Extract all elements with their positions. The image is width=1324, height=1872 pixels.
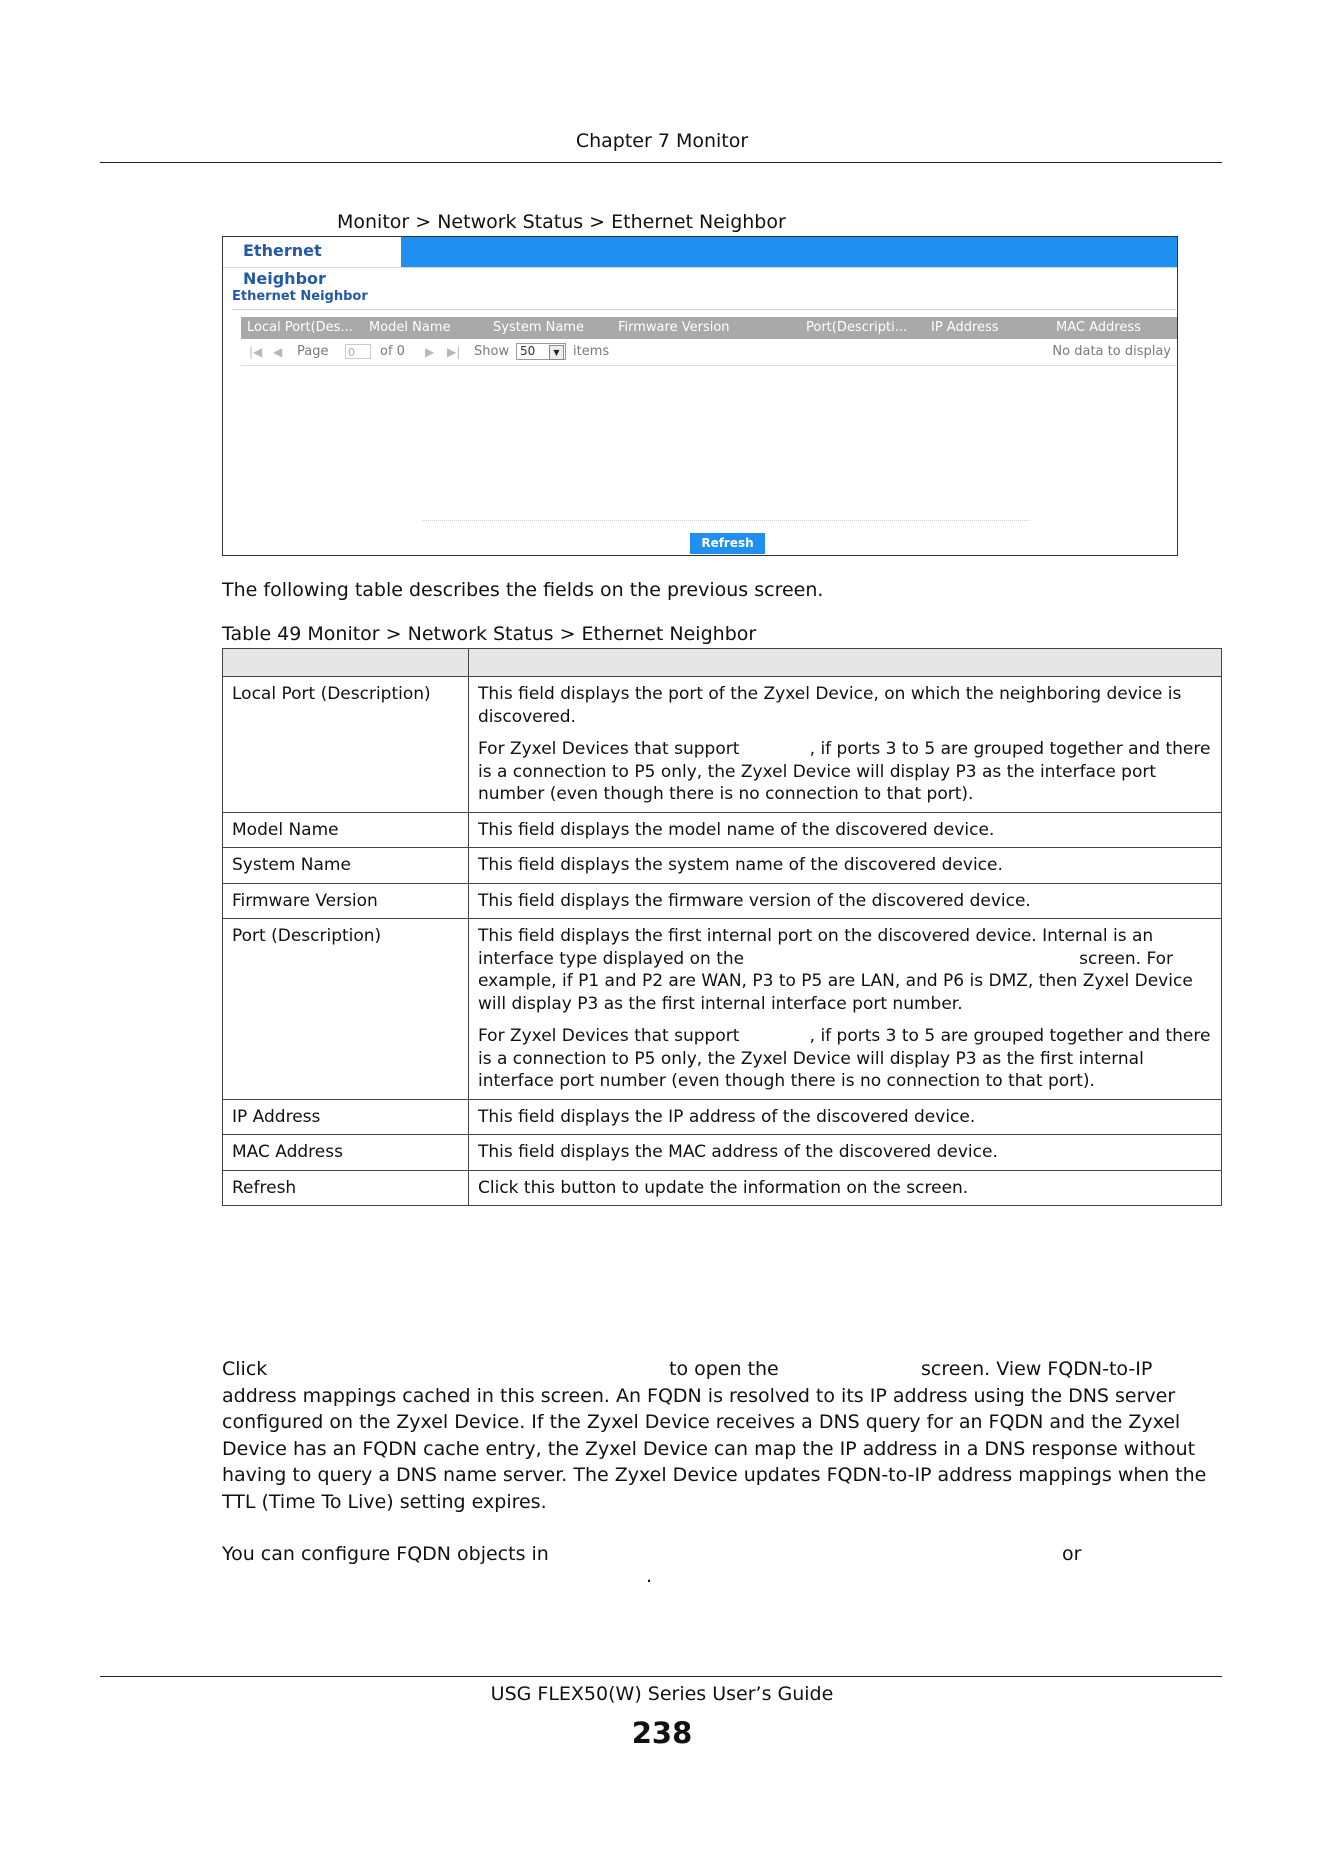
footer-rule <box>100 1676 1222 1677</box>
row-description-text: This field displays the port of the Zyxel Device, on which the neighboring device is discovered. <box>478 684 1182 727</box>
table-header-description <box>469 649 1222 677</box>
table-row <box>223 848 1222 884</box>
fqdn-config-text: You can configure FQDN objects in <box>222 1543 549 1565</box>
table-caption: Table 49 Monitor > Network Status > Ethernet Neighbor <box>222 623 757 645</box>
fqdn-text: address mappings cached in this screen. An FQDN is resolved to its IP address using the DNS server configured on the Zyxel Device. If the Zyxel Device receives a DNS query for an FQDN and the Zyxel Device has an FQDN cache entry, the Zyxel Device can map the IP address in a DNS response without having to query a DNS name server. The Zyxel Device updates FQDN-to-IP address mappings when the TTL (Time To Live) setting expires. <box>222 1384 1207 1513</box>
page-label: Page <box>297 344 329 359</box>
column-mac-address[interactable]: MAC Address <box>1056 320 1141 335</box>
fqdn-config-paragraph <box>222 1541 1222 1595</box>
fqdn-config-text: . <box>646 1565 653 1587</box>
column-port-description[interactable]: Port(Descripti... <box>806 320 908 335</box>
table-header-label <box>223 649 469 677</box>
field-description-table <box>222 648 1222 1206</box>
page-size-select[interactable] <box>516 343 566 360</box>
row-description: Click this button to update the information on the screen. <box>469 1170 1222 1206</box>
first-page-icon[interactable]: |◀ <box>249 345 263 359</box>
section-title: Ethernet Neighbor <box>232 289 368 304</box>
last-page-icon[interactable]: ▶| <box>447 345 461 359</box>
header-rule <box>100 162 1222 163</box>
row-description: This field displays the model name of the discovered device. <box>469 812 1222 848</box>
table-row <box>223 883 1222 919</box>
row-label: Refresh <box>223 1170 469 1206</box>
row-label: MAC Address <box>223 1135 469 1171</box>
button-divider <box>423 520 1029 521</box>
row-label: Model Name <box>223 812 469 848</box>
grid-pager <box>241 339 1177 366</box>
tab-ethernet-neighbor[interactable]: Ethernet Neighbor <box>223 237 401 267</box>
chapter-header: Chapter 7 Monitor <box>575 130 749 152</box>
column-local-port[interactable]: Local Port(Des... <box>247 320 353 335</box>
section-divider <box>232 309 1176 310</box>
page-count-label: of 0 <box>380 344 405 359</box>
row-description-text: For Zyxel Devices that support , if ports 3 to 5 are grouped together and there is a connection to P5 only, the Zyxel Device will display P3 as the interface port number (even though there is no connection to that port). <box>478 739 1216 804</box>
fqdn-paragraph <box>222 1356 1222 1515</box>
table-row <box>223 677 1222 813</box>
refresh-button[interactable]: Refresh <box>690 533 765 554</box>
row-label: System Name <box>223 848 469 884</box>
ethernet-neighbor-screenshot <box>222 236 1178 556</box>
page-number-input[interactable]: 0 <box>345 344 371 359</box>
row-description: This field displays the MAC address of the discovered device. <box>469 1135 1222 1171</box>
empty-grid-message: No data to display <box>1052 344 1171 359</box>
chevron-down-icon[interactable]: ▼ <box>549 345 564 360</box>
page-number: 238 <box>631 1716 693 1750</box>
fqdn-config-text: or <box>1062 1543 1082 1565</box>
figure-caption: Monitor > Network Status > Ethernet Neighbor <box>337 211 786 233</box>
column-system-name[interactable]: System Name <box>493 320 584 335</box>
table-row <box>223 1135 1222 1171</box>
column-ip-address[interactable]: IP Address <box>931 320 999 335</box>
footer-guide-title: USG FLEX50(W) Series User’s Guide <box>490 1683 834 1705</box>
items-label: items <box>573 344 610 359</box>
row-label: Firmware Version <box>223 883 469 919</box>
show-label: Show <box>474 344 510 359</box>
next-page-icon[interactable]: ▶ <box>425 345 435 359</box>
row-label: IP Address <box>223 1099 469 1135</box>
fqdn-text: to open the <box>669 1358 779 1380</box>
table-row <box>223 919 1222 1100</box>
prev-page-icon[interactable]: ◀ <box>273 345 283 359</box>
fqdn-text: screen. View FQDN-to-IP <box>921 1358 1153 1380</box>
row-description-text: This field displays the first internal port on the discovered device. Internal is an interface type displayed on the screen. For example, if P1 and P2 are WAN, P3 to P5 are LAN, and P6 is DMZ, then Zyxel Device will display P3 as the first internal interface port number. <box>478 926 1199 1014</box>
row-label: Port (Description) <box>223 919 469 1100</box>
column-firmware-version[interactable]: Firmware Version <box>618 320 730 335</box>
column-model-name[interactable]: Model Name <box>369 320 451 335</box>
fqdn-text: Click <box>222 1358 268 1380</box>
table-row <box>223 1099 1222 1135</box>
row-description <box>469 677 1222 813</box>
row-description: This field displays the system name of the discovered device. <box>469 848 1222 884</box>
page-size-value: 50 <box>520 344 536 358</box>
row-description <box>469 919 1222 1100</box>
row-description: This field displays the firmware version of the discovered device. <box>469 883 1222 919</box>
tab-divider <box>223 267 1177 268</box>
intro-paragraph: The following table describes the fields on the previous screen. <box>222 579 824 601</box>
table-header-row <box>223 649 1222 677</box>
row-description: This field displays the IP address of the discovered device. <box>469 1099 1222 1135</box>
row-description-text: For Zyxel Devices that support , if ports 3 to 5 are grouped together and there is a connection to P5 only, the Zyxel Device will display P3 as the first internal interface port number (even though there is no connection to that port). <box>478 1026 1216 1091</box>
grid-header <box>241 317 1177 339</box>
row-label: Local Port (Description) <box>223 677 469 813</box>
table-row <box>223 1170 1222 1206</box>
table-row <box>223 812 1222 848</box>
